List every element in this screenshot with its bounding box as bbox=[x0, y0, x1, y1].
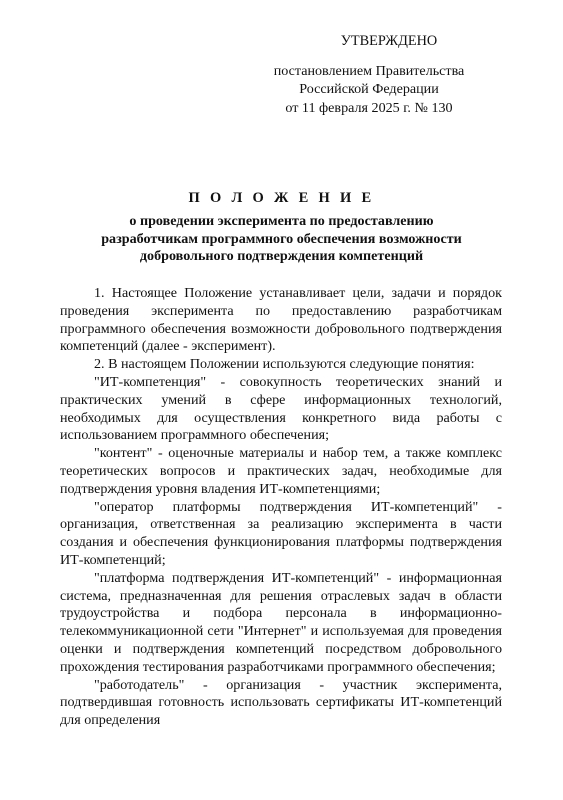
approval-stamp bbox=[249, 32, 489, 117]
definition-it-competence: "ИТ-компетенция" - совокупность теоретических знаний и практических умений в сфере информационных технологий, необходимых для осуществления конкретного вида работы с использованием программного обеспечения; bbox=[60, 373, 502, 444]
definition-platform-operator: "оператор платформы подтверждения ИТ-компетенций" - организация, ответственная за реализацию эксперимента в части создания и обеспечения функционирования платформы подтверждения ИТ-компетенций; bbox=[60, 498, 502, 568]
approval-heading: УТВЕРЖДЕНО bbox=[340, 33, 438, 49]
approval-line-3: от 11 февраля 2025 г. № 130 bbox=[285, 99, 453, 116]
definition-employer: "работодатель" - организация - участник эксперимента, подтвердившая готовность использовать сертификаты ИТ-компетенций для определения bbox=[60, 676, 502, 729]
definition-platform: "платформа подтверждения ИТ-компетенций" - информационная система, предназначенная для решения отраслевых задач в области трудоустройства и подбора персонала в информационно-телекоммуникационной сети "Интернет" и используемая для проведения оценки и подтверждения компетенций посредством добровольного прохождения тестирования разработчиками программного обеспечения; bbox=[60, 569, 502, 675]
subtitle-line-2: разработчикам программного обеспечения возможности bbox=[101, 230, 462, 247]
paragraph-definitions-intro: 2. В настоящем Положении используются следующие понятия: bbox=[94, 356, 475, 373]
definition-content: "контент" - оценочные материалы и набор тем, а также комплекс теоретических вопросов и практических задач, необходимые для подтверждения уровня владения ИТ-компетенциями; bbox=[60, 445, 502, 497]
document-subtitle bbox=[0, 213, 563, 266]
subtitle-line-3: добровольного подтверждения компетенций bbox=[139, 248, 424, 264]
subtitle-line-1: о проведении эксперимента по предоставлению bbox=[129, 213, 434, 229]
paragraph-goals: 1. Настоящее Положение устанавливает цели, задачи и порядок проведения эксперимента по предоставлению разработчикам программного обеспечения возможности добровольного подтверждения компетенций (далее - эксперимент). bbox=[60, 285, 502, 355]
document-title: П О Л О Ж Е Н И Е bbox=[188, 190, 375, 206]
approval-line-2: Российской Федерации bbox=[299, 81, 439, 97]
document-body bbox=[60, 285, 502, 730]
approval-line-1: постановлением Правительства bbox=[273, 62, 465, 79]
